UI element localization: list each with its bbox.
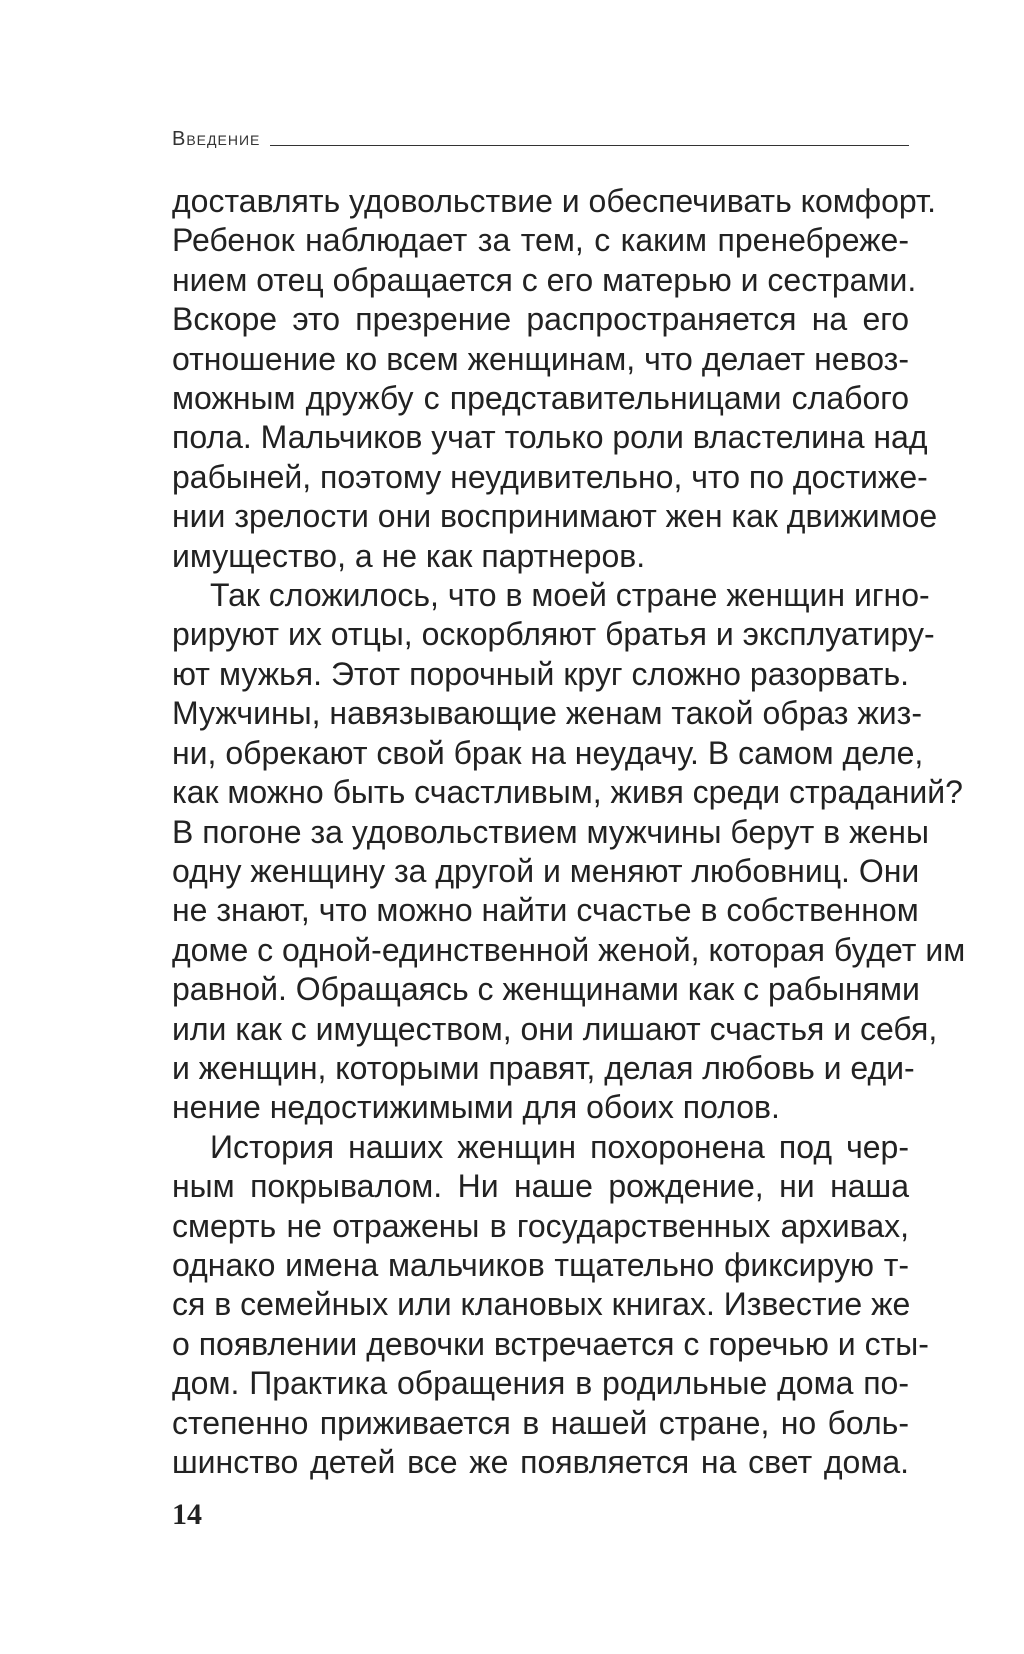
text-line: нием отец обращается с его матерью и сестрами. (172, 261, 917, 298)
text-line: отношение ко всем женщинам, что делает невоз- (172, 340, 909, 377)
body-text (172, 182, 966, 1482)
text-line: имущество, а не как партнеров. (172, 537, 646, 574)
text-line: нение недостижимыми для обоих полов. (172, 1089, 780, 1126)
text-line: как можно быть счастливым, живя среди страданий? (172, 774, 963, 811)
text-line: можным дружбу с представительницами слабого (172, 380, 909, 417)
text-line: и женщин, которыми правят, делая любовь и еди- (172, 1049, 915, 1086)
text-line: Вскоре это презрение распространяется на его (172, 301, 909, 338)
text-line: рабыней, поэтому неудивительно, что по достиже- (172, 458, 928, 495)
text-line: История наших женщин похоронена под чер- (210, 1128, 909, 1165)
text-line: Ребенок наблюдает за тем, с каким пренебреже- (172, 222, 909, 259)
text-line: ся в семейных или клановых книгах. Известие же (172, 1286, 911, 1323)
text-line: доставлять удовольствие и обеспечивать комфорт. (172, 183, 937, 219)
text-line: рируют их отцы, оскорбляют братья и эксплуатиру- (172, 616, 935, 653)
text-line: или как с имуществом, они лишают счастья и себя, (172, 1010, 938, 1047)
text-line: о появлении девочки встречается с горечью и сты- (172, 1325, 929, 1362)
text-line: однако имена мальчиков тщательно фиксирую т- (172, 1246, 909, 1283)
paragraph-2 (172, 576, 966, 1128)
text-line: пола. Мальчиков учат только роли властелина над (172, 419, 928, 456)
text-line: ни, обрекают свой брак на неудачу. В самом деле, (172, 734, 924, 771)
text-line: доме с одной-единственной женой, которая будет им (172, 931, 966, 968)
running-head-rule (270, 145, 909, 146)
text-line: ют мужья. Этот порочный круг сложно разорвать. (172, 655, 909, 692)
text-line: нии зрелости они воспринимают жен как движимое (172, 498, 938, 535)
text-line: не знают, что можно найти счастье в собственном (172, 892, 919, 929)
text-line: смерть не отражены в государственных архивах, (172, 1207, 909, 1244)
page-number: 14 (172, 1498, 202, 1531)
text-line: В погоне за удовольствием мужчины берут в жены (172, 813, 929, 850)
text-line: Так сложилось, что в моей стране женщин игно- (210, 577, 930, 614)
text-line: ным покрывалом. Ни наше рождение, ни наша (172, 1168, 909, 1205)
text-line: шинство детей все же появляется на свет дома. (172, 1444, 909, 1480)
text-line: степенно приживается в нашей стране, но боль- (172, 1404, 909, 1441)
text-line: равной. Обращаясь с женщинами как с рабынями (172, 971, 920, 1008)
paragraph-3 (172, 1128, 929, 1483)
paragraph-1 (172, 182, 938, 576)
text-line: одну женщину за другой и меняют любовниц. Они (172, 852, 920, 889)
running-head (172, 118, 909, 150)
running-head-title: Введение (172, 128, 261, 150)
text-line: Мужчины, навязывающие женам такой образ жиз- (172, 695, 922, 732)
text-line: дом. Практика обращения в родильные дома по- (172, 1365, 909, 1402)
